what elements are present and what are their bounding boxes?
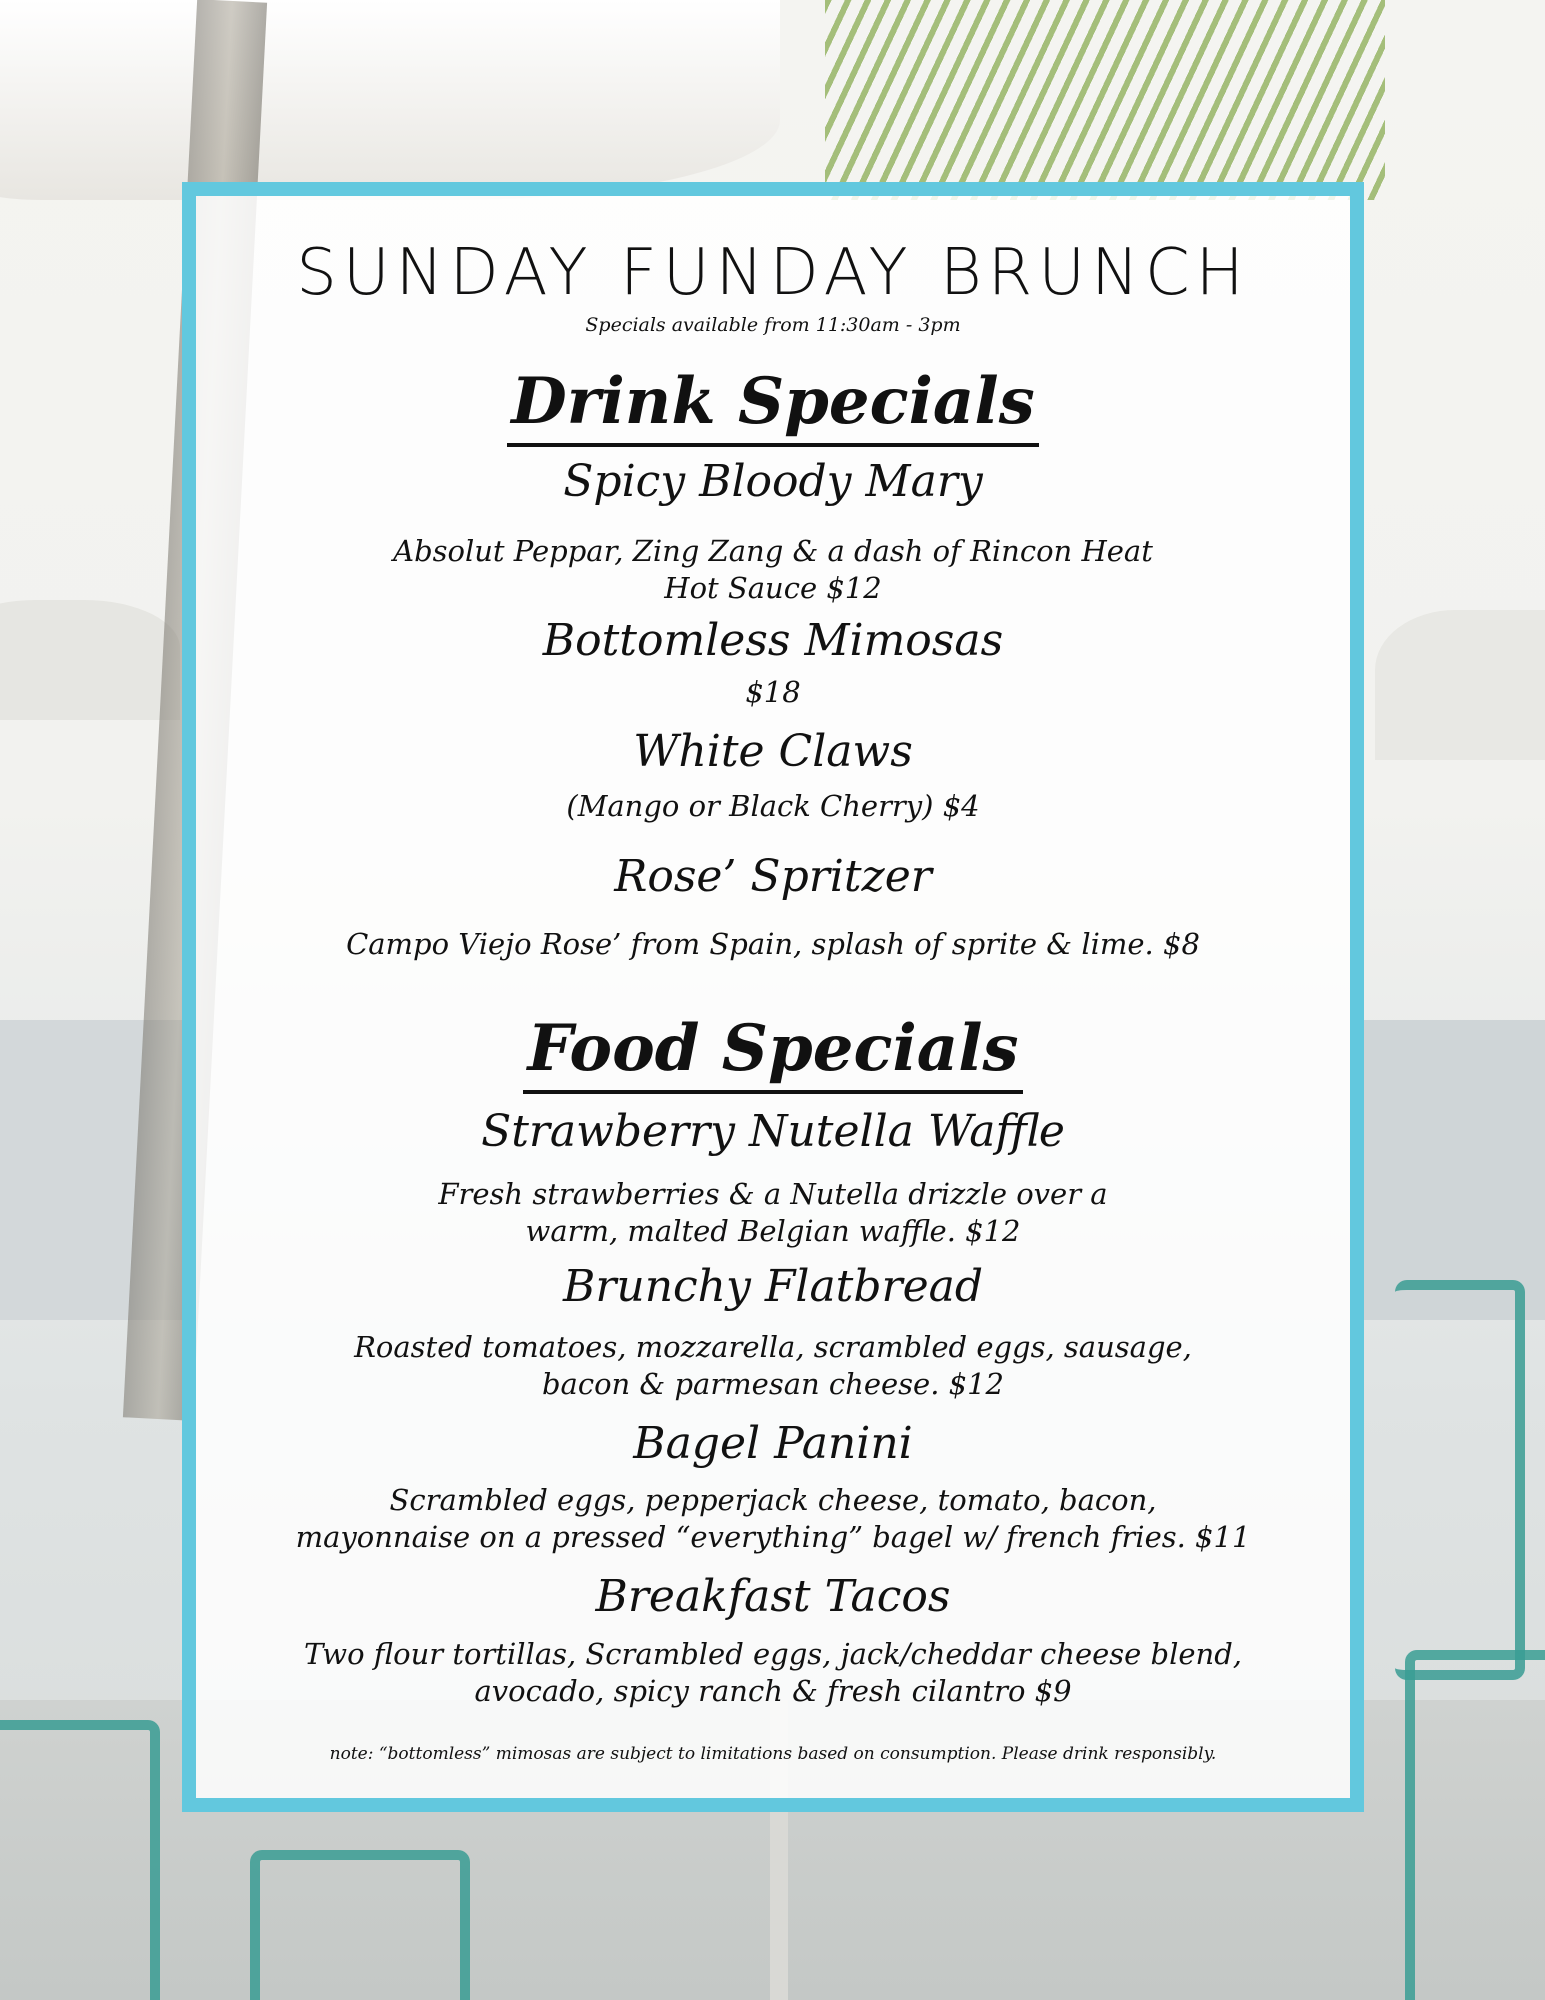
drink-item-price: $18 — [745, 675, 801, 709]
food-item-description: warm, malted Belgian waffle. $12 — [525, 1214, 1021, 1248]
food-item-description: bacon & parmesan cheese. $12 — [541, 1367, 1004, 1401]
drink-item-description: Hot Sauce $12 — [664, 571, 882, 605]
palm-fronds — [825, 0, 1385, 200]
water-right — [1355, 1020, 1545, 1320]
food-item-description: mayonnaise on a pressed “everything” bagel w/ french fries. $11 — [295, 1520, 1251, 1554]
menu-subtitle: Specials available from 11:30am - 3pm — [585, 314, 961, 336]
food-item-name: Strawberry Nutella Waffle — [481, 1106, 1065, 1157]
umbrella-canopy — [0, 0, 780, 200]
food-item-description: Roasted tomatoes, mozzarella, scrambled eggs, sausage, — [354, 1330, 1192, 1364]
food-item-description: avocado, spicy ranch & fresh cilantro $9 — [474, 1674, 1072, 1708]
drink-item-name: White Claws — [633, 726, 913, 777]
drink-item-name: Bottomless Mimosas — [542, 615, 1004, 666]
patio-chair — [1405, 1650, 1545, 2000]
menu-title: SUNDAY FUNDAY BRUNCH — [296, 236, 1250, 310]
patio-chair — [1395, 1280, 1525, 1680]
food-item-name: Brunchy Flatbread — [562, 1261, 984, 1312]
food-item-name: Breakfast Tacos — [595, 1571, 951, 1622]
food-item-name: Bagel Panini — [633, 1418, 913, 1469]
food-item-description: Scrambled eggs, pepperjack cheese, tomato, bacon, — [389, 1483, 1157, 1517]
umbrella-canopy-left — [0, 600, 180, 720]
food-specials-heading: Food Specials — [196, 1011, 1350, 1094]
drink-item-description: Campo Viejo Rose’ from Spain, splash of sprite & lime. $8 — [346, 927, 1200, 961]
patio-chair — [0, 1720, 160, 2000]
menu-card — [182, 182, 1364, 1812]
drink-item-name: Rose’ Spritzer — [614, 851, 932, 902]
drink-specials-heading: Drink Specials — [196, 364, 1350, 447]
patio-chair — [250, 1850, 470, 2000]
food-item-description: Two flour tortillas, Scrambled eggs, jack/cheddar cheese blend, — [304, 1637, 1242, 1671]
food-item-description: Fresh strawberries & a Nutella drizzle over a — [438, 1177, 1108, 1211]
drink-item-description: (Mango or Black Cherry) $4 — [566, 789, 980, 823]
drink-item-name: Spicy Bloody Mary — [563, 456, 983, 507]
umbrella-canopy-right — [1375, 610, 1545, 760]
drink-item-description: Absolut Peppar, Zing Zang & a dash of Rincon Heat — [393, 534, 1153, 568]
footnote: note: “bottomless” mimosas are subject to limitations based on consumption. Please drink responsibly. — [329, 1744, 1217, 1764]
